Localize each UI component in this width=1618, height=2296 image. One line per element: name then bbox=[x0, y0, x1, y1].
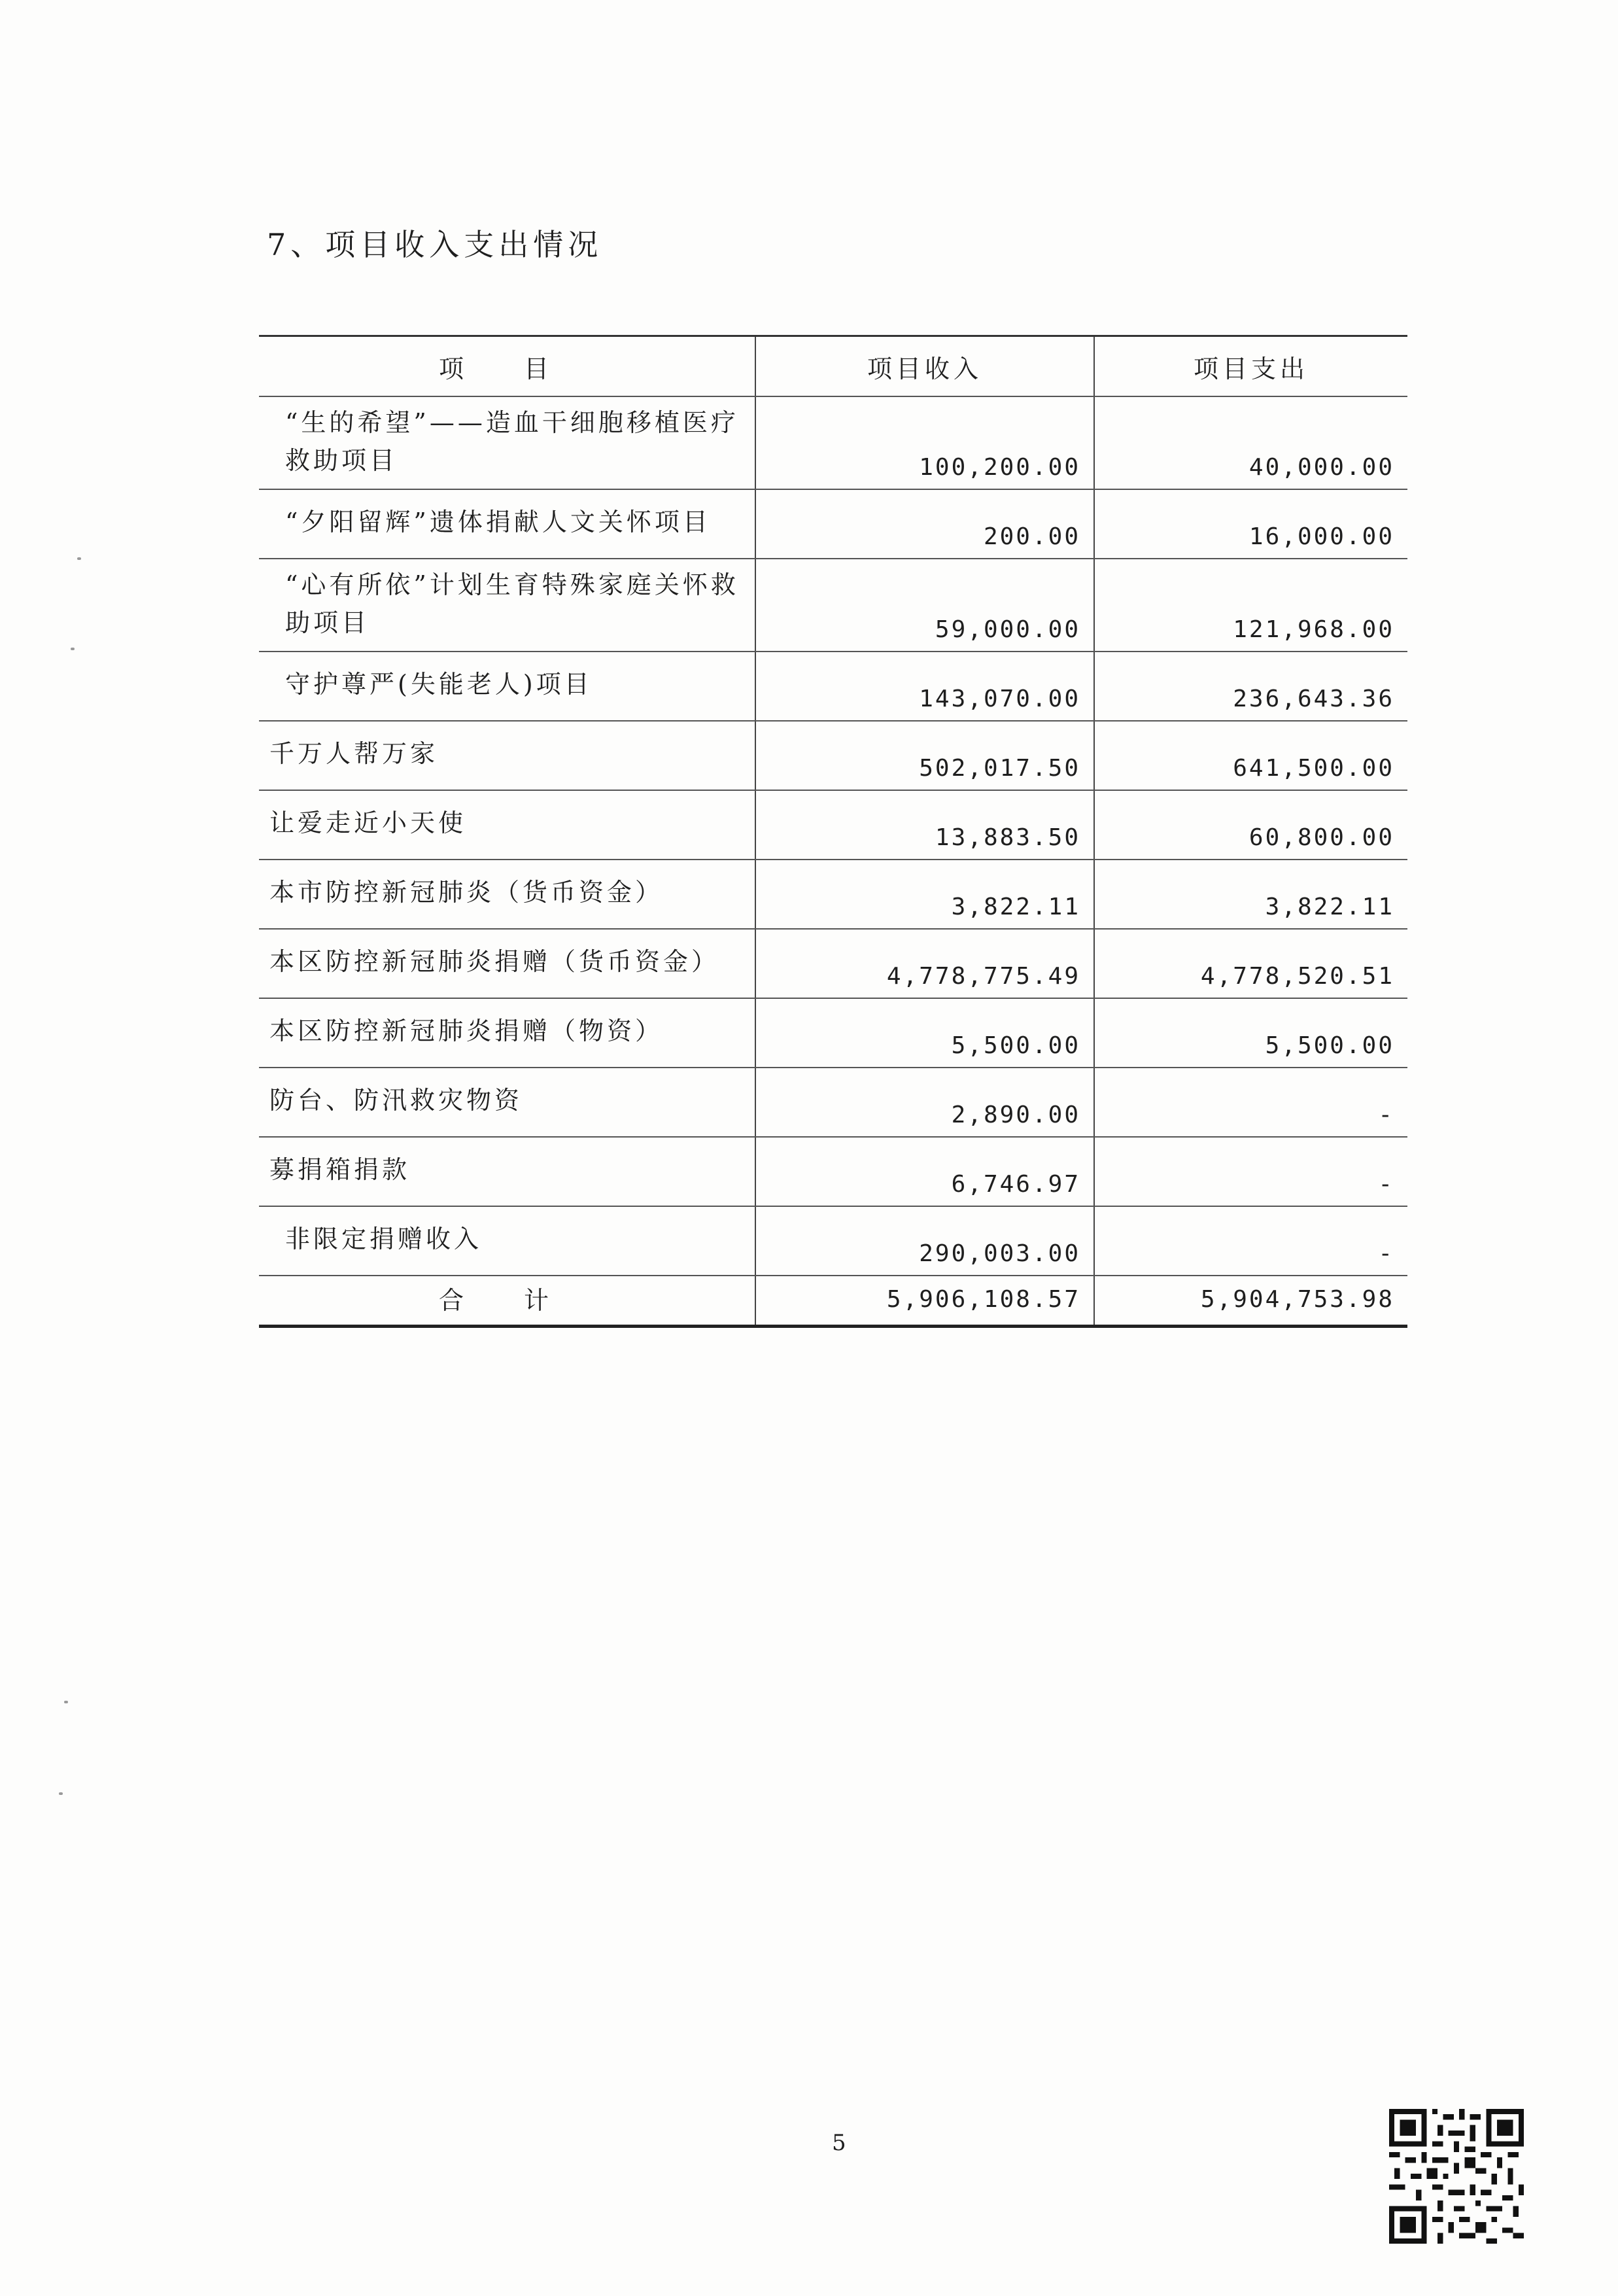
row-income: 2,890.00 bbox=[951, 1102, 1080, 1128]
table-row bbox=[259, 397, 1407, 490]
row-income: 4,778,775.49 bbox=[886, 963, 1080, 990]
total-income: 5,906,108.57 bbox=[886, 1286, 1080, 1313]
row-name: “心有所依”计划生育特殊家庭关怀救助项目 bbox=[285, 570, 739, 637]
row-expense: 5,500.00 bbox=[1265, 1032, 1394, 1059]
row-expense: 641,500.00 bbox=[1233, 755, 1394, 782]
income-expense-table bbox=[259, 335, 1407, 1328]
scan-speck bbox=[71, 648, 75, 650]
total-expense: 5,904,753.98 bbox=[1200, 1286, 1394, 1313]
row-income: 290,003.00 bbox=[919, 1240, 1080, 1267]
row-income: 143,070.00 bbox=[919, 686, 1080, 712]
table-row bbox=[259, 791, 1407, 860]
row-income: 5,500.00 bbox=[951, 1032, 1080, 1059]
row-name: 非限定捐赠收入 bbox=[285, 1225, 483, 1253]
table-row bbox=[259, 860, 1407, 930]
row-income: 200.00 bbox=[983, 523, 1080, 550]
row-expense: 16,000.00 bbox=[1248, 523, 1394, 550]
table-total-row bbox=[259, 1276, 1407, 1325]
table-row bbox=[259, 559, 1407, 652]
row-expense: 40,000.00 bbox=[1248, 454, 1394, 481]
section-title: 7、项目收入支出情况 bbox=[267, 227, 603, 262]
row-expense: 3,822.11 bbox=[1265, 894, 1394, 920]
row-name: 千万人帮万家 bbox=[269, 739, 439, 768]
row-name: 募捐箱捐款 bbox=[269, 1155, 411, 1184]
row-name: 守护尊严(失能老人)项目 bbox=[285, 670, 593, 699]
table-row bbox=[259, 1068, 1407, 1138]
table-row bbox=[259, 1138, 1407, 1207]
row-expense: 236,643.36 bbox=[1233, 686, 1394, 712]
row-expense: - bbox=[1378, 1102, 1394, 1128]
qr-code-icon bbox=[1389, 2109, 1524, 2244]
total-label: 合 计 bbox=[438, 1286, 576, 1315]
row-name: 防台、防汛救灾物资 bbox=[269, 1086, 523, 1115]
scan-speck bbox=[59, 1792, 63, 1795]
row-name: 本区防控新冠肺炎捐赠（物资） bbox=[269, 1017, 664, 1045]
row-income: 6,746.97 bbox=[951, 1171, 1080, 1198]
table-row bbox=[259, 490, 1407, 559]
scan-speck bbox=[77, 557, 81, 560]
row-income: 502,017.50 bbox=[919, 755, 1080, 782]
row-name: 让爱走近小天使 bbox=[269, 809, 467, 837]
row-name: “夕阳留辉”遗体捐献人文关怀项目 bbox=[285, 508, 711, 536]
row-expense: 60,800.00 bbox=[1248, 824, 1394, 851]
row-income: 100,200.00 bbox=[919, 454, 1080, 481]
header-income: 项目收入 bbox=[867, 354, 982, 383]
table-row bbox=[259, 1207, 1407, 1276]
row-name: 本市防控新冠肺炎（货币资金） bbox=[269, 878, 664, 907]
row-name: 本区防控新冠肺炎捐赠（货币资金） bbox=[269, 947, 720, 976]
row-expense: - bbox=[1378, 1171, 1394, 1198]
row-name: “生的希望”——造血干细胞移植医疗救助项目 bbox=[285, 408, 739, 475]
table-row bbox=[259, 930, 1407, 999]
page-number: 5 bbox=[832, 2130, 846, 2156]
scan-speck bbox=[64, 1701, 68, 1703]
table-header-row bbox=[259, 337, 1407, 397]
row-income: 3,822.11 bbox=[951, 894, 1080, 920]
row-expense: - bbox=[1378, 1240, 1394, 1267]
header-item: 项 目 bbox=[438, 354, 576, 383]
row-income: 59,000.00 bbox=[935, 616, 1080, 643]
header-expense: 项目支出 bbox=[1193, 354, 1309, 383]
table-row bbox=[259, 999, 1407, 1068]
row-income: 13,883.50 bbox=[935, 824, 1080, 851]
table-row bbox=[259, 652, 1407, 722]
table-row bbox=[259, 722, 1407, 791]
row-expense: 4,778,520.51 bbox=[1200, 963, 1394, 990]
row-expense: 121,968.00 bbox=[1233, 616, 1394, 643]
